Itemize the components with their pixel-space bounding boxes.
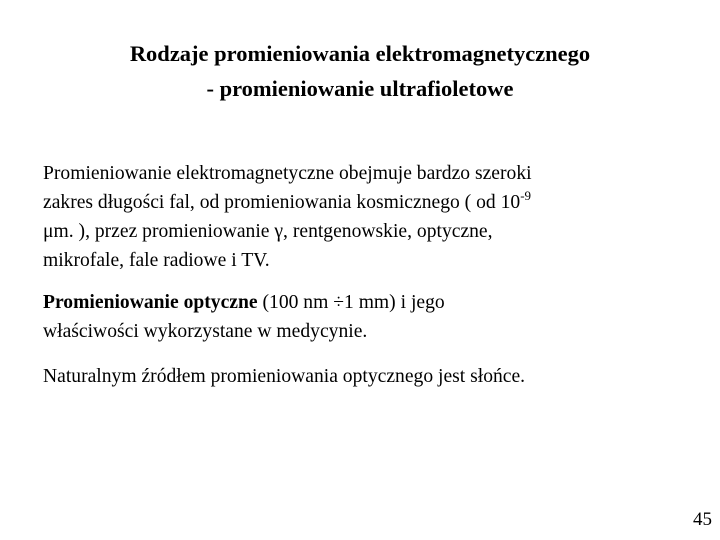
exponent-superscript: -9 [520,187,532,203]
paragraph-natural-source: Naturalnym źródłem promieniowania optycznego jest słońce. [43,366,526,387]
paragraph1-line4: mikrofale, fale radiowe i TV. [43,249,270,271]
page-number: 45 [693,509,712,530]
paragraph2-line1-rest: (100 nm ÷1 mm) i jego [257,292,445,313]
slide-title [0,36,720,106]
optical-radiation-term: Promieniowanie optyczne [43,292,258,313]
slide-title-line-2: - promieniowanie ultrafioletowe [206,76,514,101]
paragraph1-line3: μm. ), przez promieniowanie γ, rentgenowskie, optyczne, [43,221,493,242]
paragraph-spectrum-range [43,160,683,275]
paragraph1-line1: Promieniowanie elektromagnetyczne obejmuje bardzo szeroki [43,163,532,184]
paragraph-optical-radiation [43,289,683,346]
slide-title-line-1: Rodzaje promieniowania elektromagnetycznego [129,41,591,66]
paragraph1-line2: zakres długości fal, od promieniowania kosmicznego ( od 10 [43,191,521,213]
paragraph2-line2: właściwości wykorzystane w medycynie. [43,320,368,342]
